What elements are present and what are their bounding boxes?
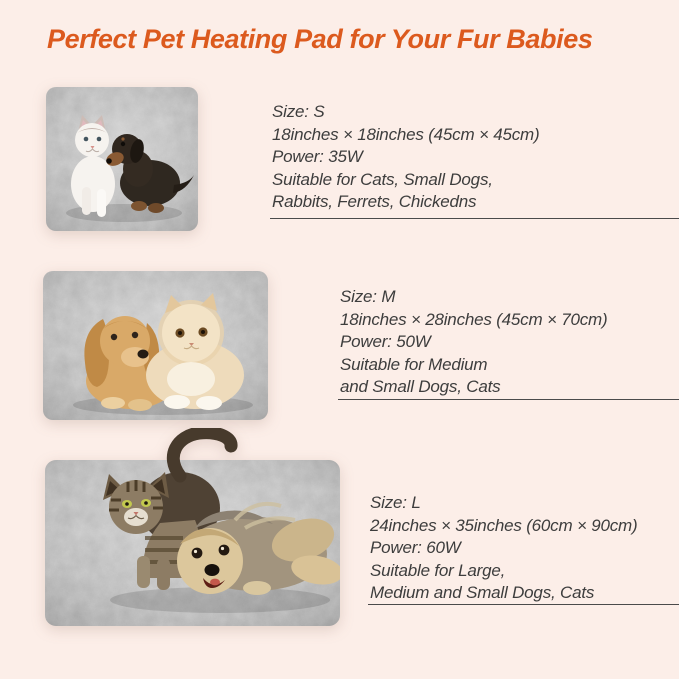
size-label: Size: L	[370, 493, 421, 512]
power-label: Power: 50W	[340, 332, 431, 351]
power-label: Power: 60W	[370, 538, 461, 557]
heating-pad-s-illustration	[46, 87, 198, 231]
suitable-line-1: Suitable for Medium	[340, 354, 488, 374]
power-label: Power: 35W	[272, 147, 363, 166]
pad-photo-m	[43, 271, 268, 420]
divider-s	[270, 218, 679, 219]
heating-pad-m-illustration	[43, 271, 268, 420]
size-label: Size: S	[272, 102, 325, 121]
dimensions-label: 24inches × 35inches (60cm × 90cm)	[370, 515, 638, 535]
page-title: Perfect Pet Heating Pad for Your Fur Babies	[47, 24, 593, 54]
specs-m	[340, 286, 607, 399]
heating-pad-l-illustration	[45, 428, 340, 627]
pad-photo-s	[46, 87, 198, 231]
dimensions-label: 18inches × 28inches (45cm × 70cm)	[340, 309, 608, 329]
suitable-line-2: Rabbits, Ferrets, Chickedns	[272, 192, 477, 211]
specs-s	[272, 101, 539, 214]
suitable-line-2: Medium and Small Dogs, Cats	[370, 583, 595, 602]
divider-m	[338, 399, 679, 400]
divider-l	[368, 604, 679, 605]
specs-l	[370, 492, 637, 605]
suitable-line-2: and Small Dogs, Cats	[340, 377, 501, 396]
suitable-line-1: Suitable for Large,	[370, 560, 506, 580]
pad-photo-l	[45, 428, 340, 627]
size-label: Size: M	[340, 287, 396, 306]
suitable-line-1: Suitable for Cats, Small Dogs,	[272, 169, 493, 189]
dimensions-label: 18inches × 18inches (45cm × 45cm)	[272, 124, 540, 144]
